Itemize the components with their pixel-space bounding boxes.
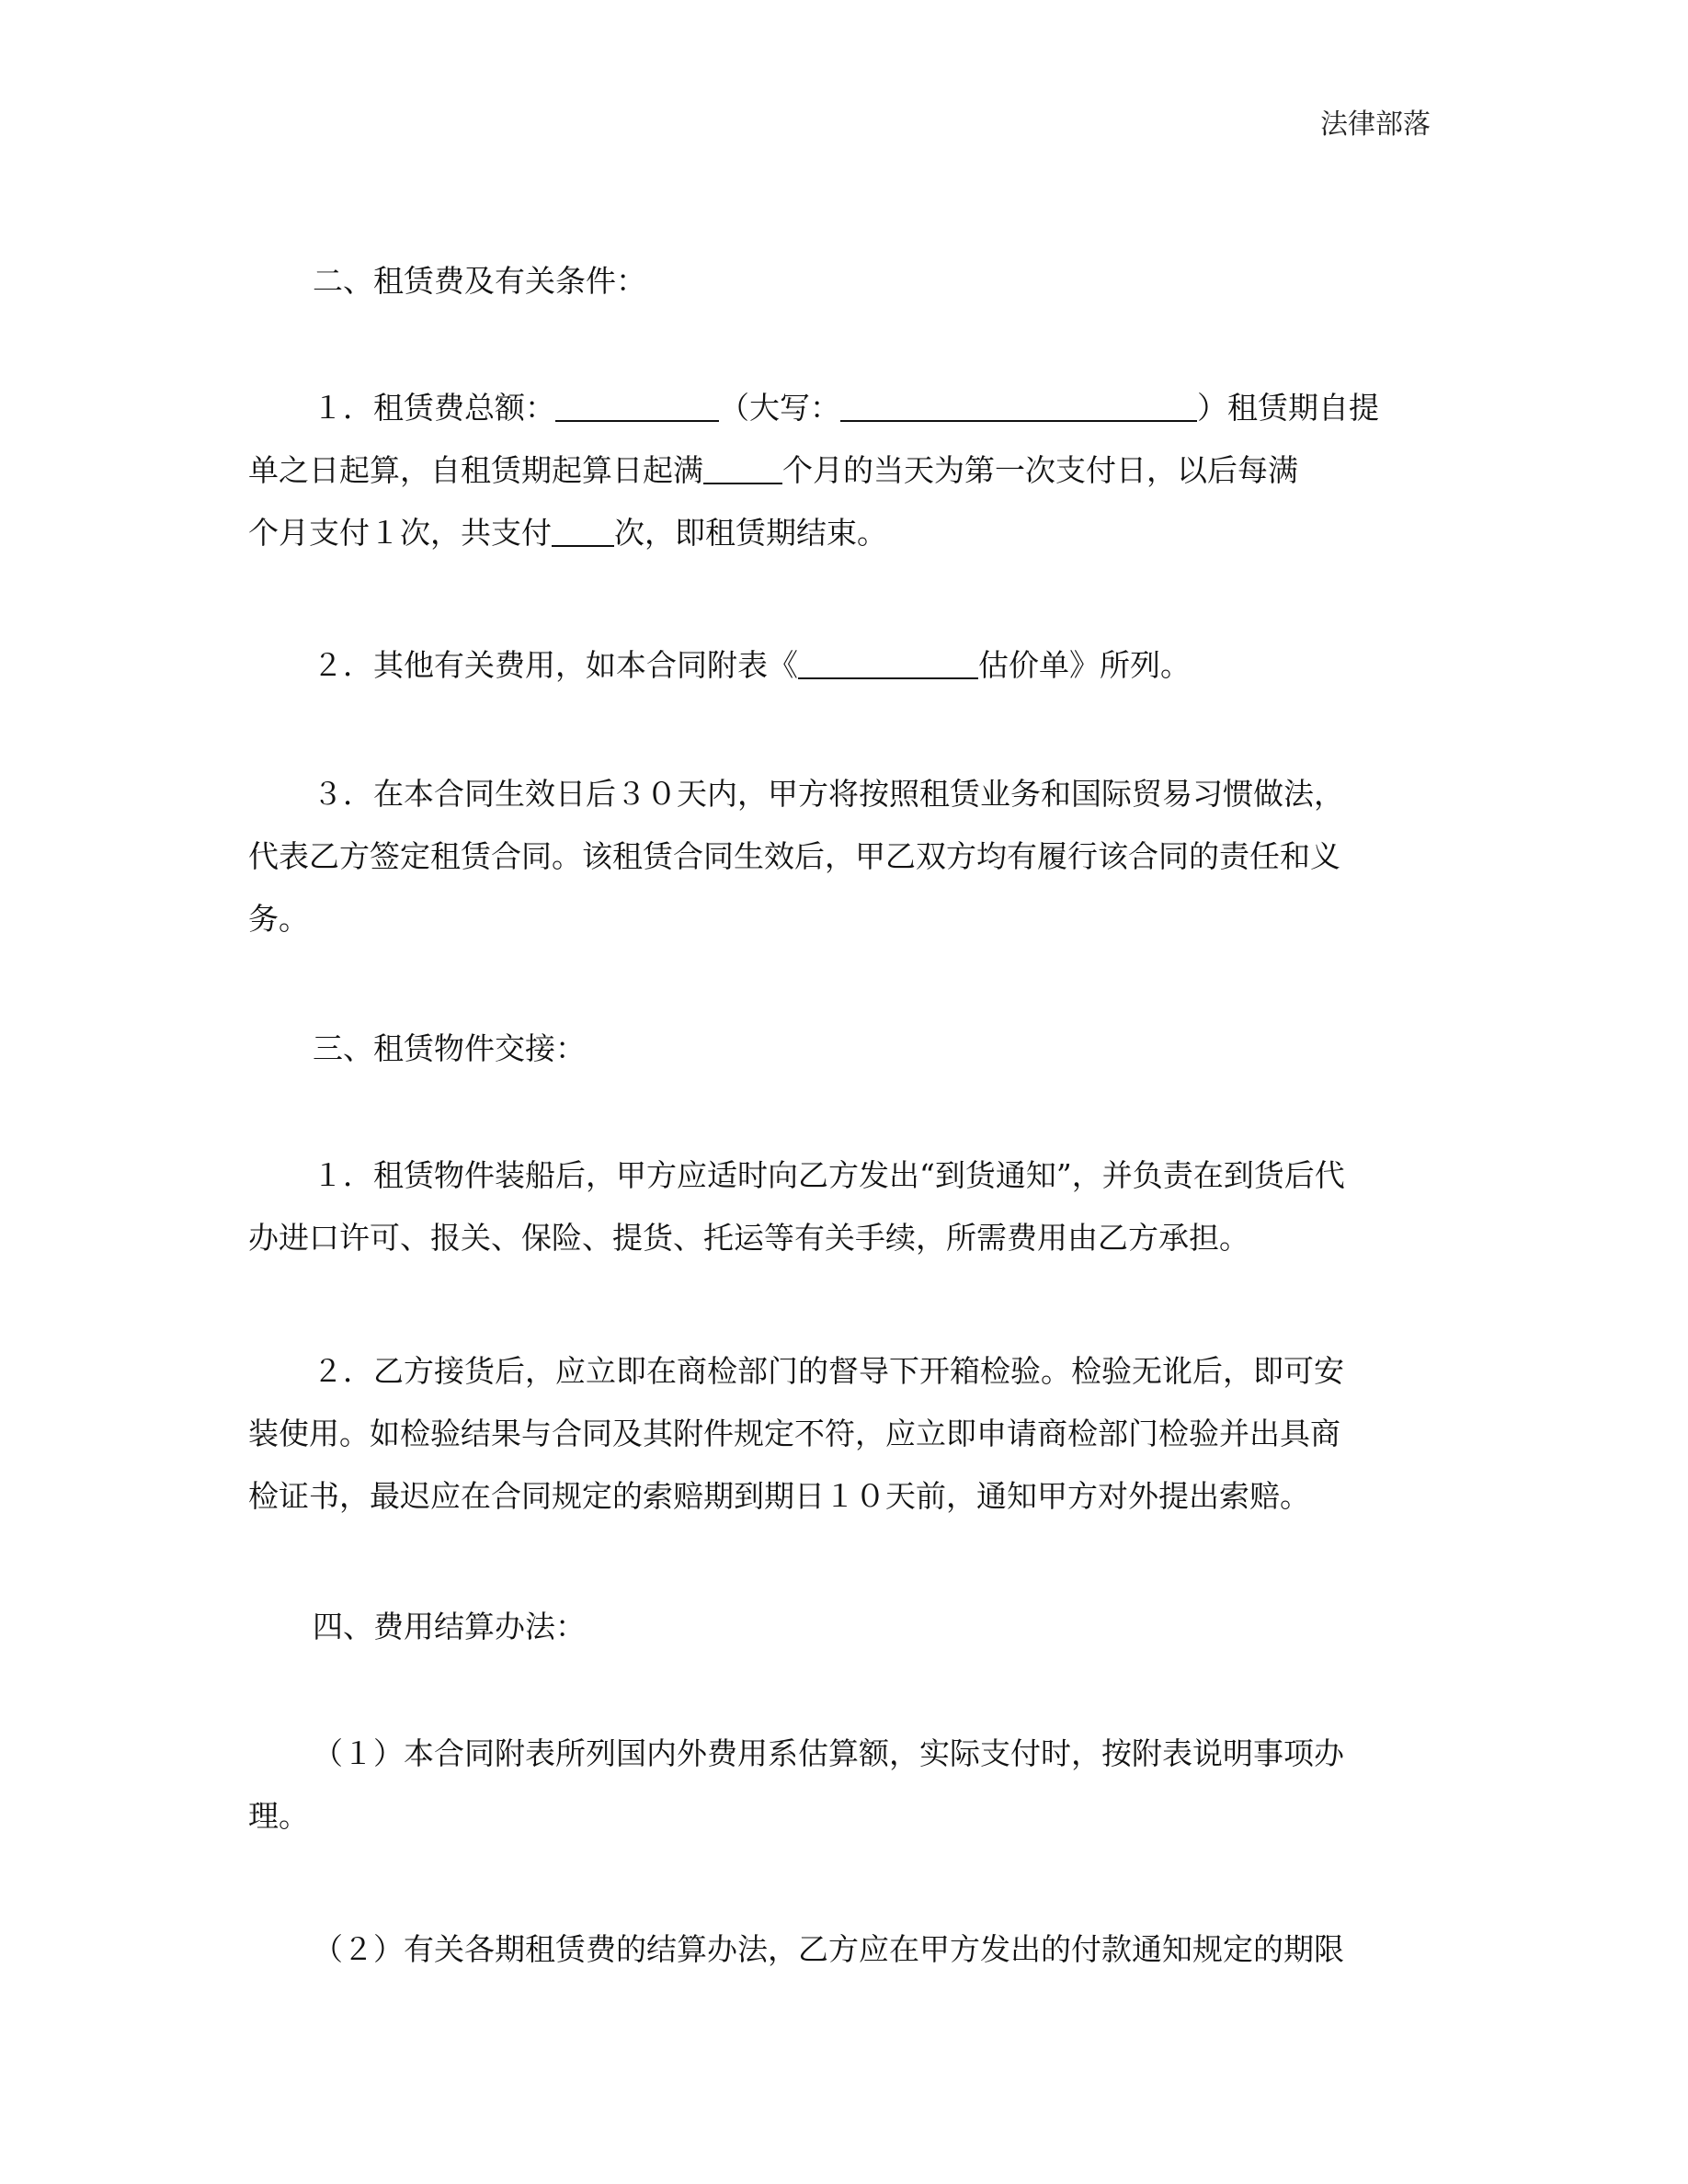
clause-3-2 (248, 1340, 1434, 1528)
section-3-title (248, 1018, 1434, 1080)
clause-2-3 (248, 763, 1434, 950)
text: １．租赁费总额： (313, 390, 555, 426)
clause-line: （１）本合同附表所列国内外费用系估算额，实际支付时，按附表说明事项办 (313, 1735, 1344, 1771)
clause-line: ２．乙方接货后，应立即在商检部门的督导下开箱检验。检验无讹后，即可安 (313, 1353, 1344, 1389)
text: 估价单》所列。 (978, 647, 1191, 683)
text: 单之日起算，自租赁期起算日起满 (248, 452, 703, 488)
clause-line: １．租赁物件装船后，甲方应适时向乙方发出“到货通知”，并负责在到货后代 (313, 1157, 1345, 1193)
fill-blank-total-amount[interactable] (555, 387, 719, 422)
clause-line: 装使用。如检验结果与合同及其附件规定不符，应立即申请商检部门检验并出具商 (248, 1416, 1340, 1451)
fill-blank-amount-in-words[interactable] (840, 387, 1197, 422)
text: ）租赁期自提 (1197, 390, 1379, 426)
clause-line: ３．在本合同生效日后３０天内，甲方将按照租赁业务和国际贸易习惯做法， (313, 776, 1344, 812)
clause-line: 务。 (248, 901, 309, 937)
text: 个月的当天为第一次支付日，以后每满 (782, 452, 1298, 488)
clause-line: 代表乙方签定租赁合同。该租赁合同生效后，甲乙双方均有履行该合同的责任和义 (248, 838, 1340, 874)
text: 次，即租赁期结束。 (614, 515, 887, 551)
fill-blank-estimate-name[interactable] (798, 644, 978, 679)
section-title: 二、租赁费及有关条件： (313, 263, 646, 299)
section-2-title (248, 250, 1434, 313)
text: （大写： (719, 390, 840, 426)
text: 个月支付１次，共支付 (248, 515, 552, 551)
fill-blank-payment-count[interactable] (552, 512, 614, 547)
clause-line (248, 634, 1434, 697)
section-4-title (248, 1596, 1434, 1658)
text: ２．其他有关费用，如本合同附表《 (313, 647, 798, 683)
clause-line: 办进口许可、报关、保险、提货、托运等有关手续，所需费用由乙方承担。 (248, 1220, 1249, 1256)
clause-line (248, 377, 1434, 439)
clause-line: （２）有关各期租赁费的结算办法，乙方应在甲方发出的付款通知规定的期限 (313, 1931, 1344, 1967)
clause-4-1 (248, 1723, 1434, 1848)
clause-line: 理。 (248, 1798, 309, 1834)
clause-2-1 (248, 377, 1434, 564)
clause-2-2 (248, 634, 1434, 697)
fill-blank-months[interactable] (703, 449, 782, 484)
clause-4-2 (248, 1918, 1434, 1981)
clause-line (248, 502, 1434, 564)
section-title: 四、费用结算办法： (313, 1609, 586, 1644)
clause-line (248, 439, 1434, 502)
clause-3-1 (248, 1144, 1434, 1269)
header-brand: 法律部落 (1320, 108, 1431, 141)
clause-line: 检证书，最迟应在合同规定的索赔期到期日１０天前，通知甲方对外提出索赔。 (248, 1478, 1310, 1514)
section-title: 三、租赁物件交接： (313, 1030, 586, 1066)
